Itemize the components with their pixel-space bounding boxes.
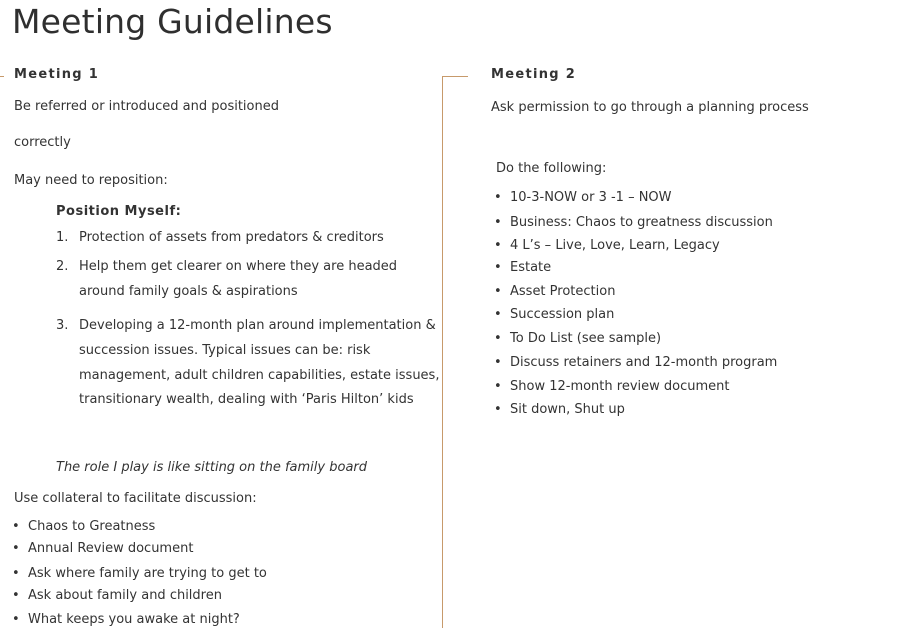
list-item-label: 4 L’s – Live, Love, Learn, Legacy	[510, 238, 720, 253]
list-item-label: Ask about family and children	[28, 588, 222, 603]
list-item-label: What keeps you awake at night?	[28, 612, 240, 627]
collateral-text: Use collateral to facilitate discussion:	[14, 491, 257, 506]
meeting-2-heading: Meeting 2	[491, 67, 577, 82]
list-item-label: Sit down, Shut up	[510, 402, 625, 417]
list-item-label: Asset Protection	[510, 284, 616, 299]
list-item-label: 10-3-NOW or 3 -1 – NOW	[510, 190, 672, 205]
meeting-2-intro: Ask permission to go through a planning process	[491, 100, 809, 115]
bullet-icon: •	[494, 355, 502, 370]
numbered-item	[56, 314, 440, 413]
list-item-label: Show 12-month review document	[510, 379, 730, 394]
bullet-icon: •	[12, 588, 20, 603]
bullet-icon: •	[12, 566, 20, 581]
meeting-1-heading: Meeting 1	[14, 67, 100, 82]
bullet-icon: •	[12, 541, 20, 556]
role-statement: The role I play is like sitting on the family board	[56, 460, 368, 475]
numbered-item	[56, 255, 440, 305]
bullet-icon: •	[494, 331, 502, 346]
numbered-item-marker: 3.	[56, 318, 69, 333]
list-item-label: Ask where family are trying to get to	[28, 566, 267, 581]
list-item-label: Succession plan	[510, 307, 615, 322]
list-item-label: Annual Review document	[28, 541, 194, 556]
meeting-1-reposition-text: May need to reposition:	[14, 173, 168, 188]
column-divider-vertical	[442, 76, 443, 628]
position-myself-heading: Position Myself:	[56, 204, 182, 219]
bullet-icon: •	[494, 238, 502, 253]
bullet-icon: •	[494, 379, 502, 394]
bullet-icon: •	[494, 190, 502, 205]
numbered-item-text: Protection of assets from predators & creditors	[79, 230, 384, 245]
numbered-item-marker: 2.	[56, 259, 69, 274]
left-accent-tick	[0, 76, 4, 77]
list-item-label: Estate	[510, 260, 552, 275]
bullet-icon: •	[12, 519, 20, 534]
column-divider-horizontal	[442, 76, 468, 77]
list-item-label: Business: Chaos to greatness discussion	[510, 215, 773, 230]
numbered-item-marker: 1.	[56, 230, 69, 245]
numbered-item-text: Help them get clearer on where they are headed around family goals & aspirations	[79, 259, 398, 299]
numbered-item	[56, 226, 440, 251]
page-title: Meeting Guidelines	[12, 2, 333, 41]
list-item-label: Discuss retainers and 12-month program	[510, 355, 778, 370]
list-item-label: To Do List (see sample)	[510, 331, 662, 346]
do-following-text: Do the following:	[496, 161, 607, 176]
meeting-1-intro-line-2: correctly	[14, 135, 71, 150]
bullet-icon: •	[494, 260, 502, 275]
bullet-icon: •	[494, 307, 502, 322]
bullet-icon: •	[494, 284, 502, 299]
bullet-icon: •	[494, 402, 502, 417]
numbered-item-text: Developing a 12-month plan around implementation & succession issues. Typical issues can be: risk management, adult children capabilities, estate issues, transitionary wealth, dealing with ‘Paris Hilton’ kids	[79, 318, 440, 408]
bullet-icon: •	[12, 612, 20, 627]
bullet-icon: •	[494, 215, 502, 230]
list-item-label: Chaos to Greatness	[28, 519, 156, 534]
meeting-1-intro-line-1: Be referred or introduced and positioned	[14, 99, 279, 114]
